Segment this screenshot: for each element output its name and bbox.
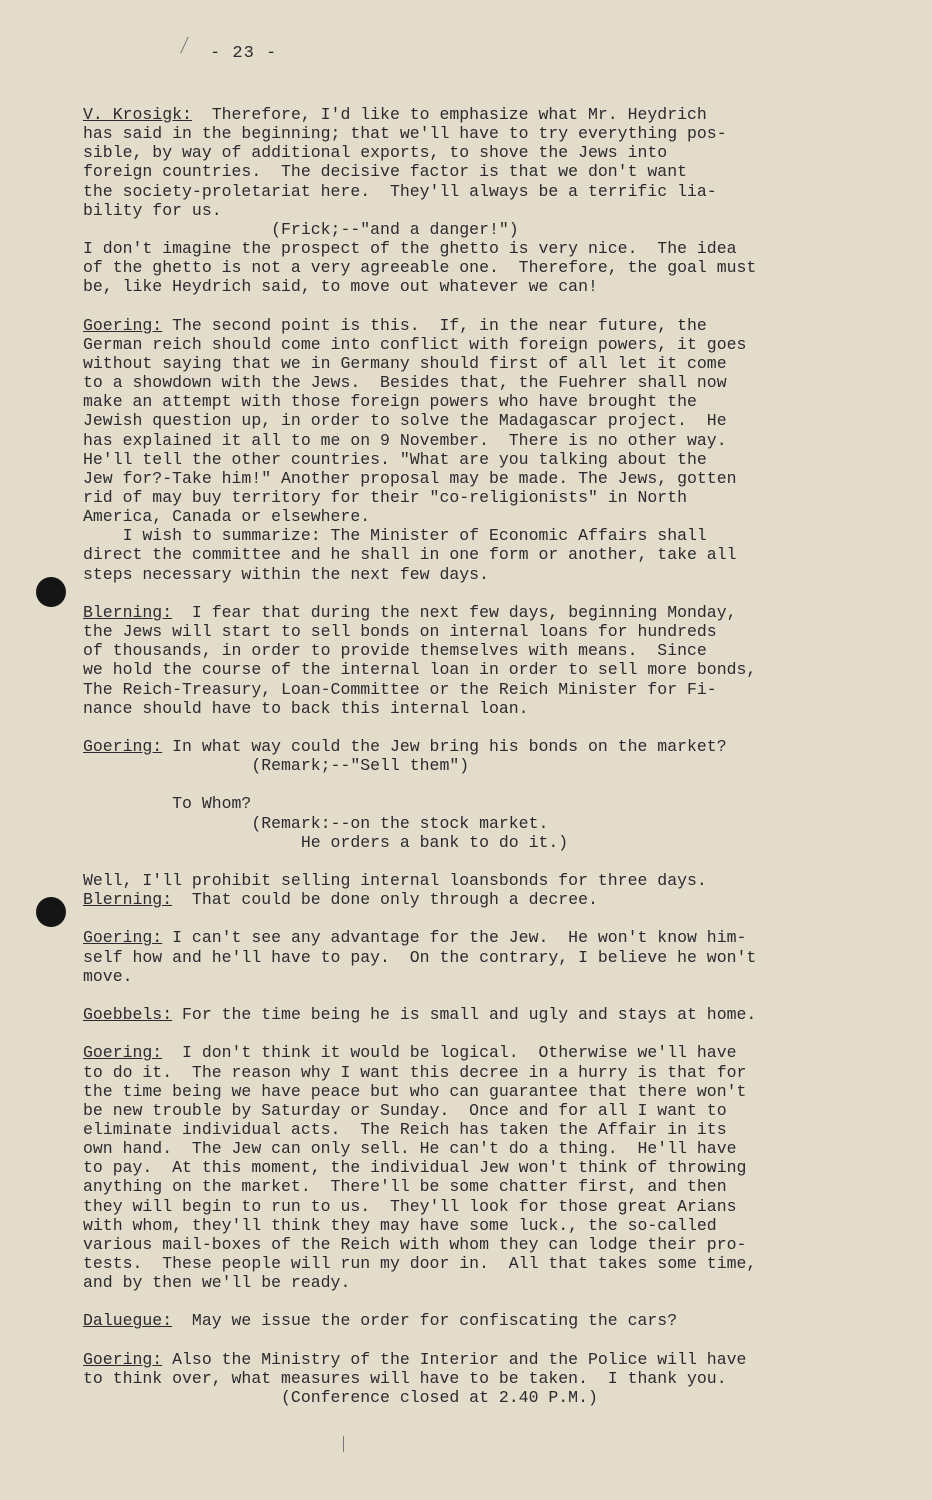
speaker-name: Goering: bbox=[83, 315, 163, 335]
line-text: I don't think it would be logical. Otherwise we'll have bbox=[162, 1043, 737, 1063]
speaker-name: Goering: bbox=[83, 928, 163, 948]
line-text: self how and he'll have to pay. On the contrary, I believe he won't bbox=[83, 947, 757, 967]
line-text: rid of may buy territory for their "co-religionists" in North bbox=[83, 488, 687, 507]
line-text: Also the Ministry of the Interior and the Police will have bbox=[162, 1349, 747, 1369]
transcript-line bbox=[83, 622, 717, 641]
transcript-line bbox=[83, 201, 222, 220]
transcript-line bbox=[83, 794, 251, 813]
transcript-line bbox=[83, 143, 667, 162]
line-text: to think over, what measures will have to be taken. I thank you. bbox=[83, 1368, 727, 1388]
line-text: He orders a bank to do it.) bbox=[83, 832, 569, 852]
transcript-line bbox=[83, 1043, 737, 1062]
transcript-line bbox=[83, 354, 727, 373]
transcript-line bbox=[83, 1197, 737, 1216]
transcript-line bbox=[83, 545, 737, 564]
line-text: nance should have to back this internal loan. bbox=[83, 698, 529, 718]
line-text: I fear that during the next few days, beginning Monday, bbox=[172, 602, 737, 622]
line-text: Well, I'll prohibit selling internal loansbonds for three days. bbox=[83, 871, 707, 890]
punch-hole bbox=[36, 897, 66, 927]
line-text: That could be done only through a decree. bbox=[172, 890, 598, 910]
speaker-name: Goering: bbox=[83, 1349, 163, 1369]
line-text: The second point is this. If, in the near future, the bbox=[162, 315, 707, 335]
transcript-line bbox=[83, 277, 598, 296]
line-text: of thousands, in order to provide themselves with means. Since bbox=[83, 641, 707, 661]
transcript-line bbox=[83, 680, 717, 699]
line-text: He'll tell the other countries. "What are you talking about the bbox=[83, 449, 707, 469]
line-text: the Jews will start to sell bonds on internal loans for hundreds bbox=[83, 622, 717, 642]
line-text: (Frick;--"and a danger!") bbox=[83, 219, 519, 239]
line-text: bility for us. bbox=[83, 200, 222, 220]
transcript-line bbox=[83, 162, 687, 181]
line-text: the time being we have peace but who can guarantee that there won't bbox=[83, 1081, 747, 1101]
transcript-line bbox=[83, 258, 756, 277]
transcript-line bbox=[83, 1139, 737, 1158]
line-text: sible, by way of additional exports, to shove the Jews into bbox=[83, 143, 668, 163]
transcript-line bbox=[83, 124, 727, 143]
transcript-line bbox=[83, 1311, 677, 1330]
line-text: to a showdown with the Jews. Besides that, the Fuehrer shall now bbox=[83, 373, 727, 393]
transcript-line bbox=[83, 871, 707, 890]
line-text: (Remark;--"Sell them") bbox=[83, 756, 470, 776]
speaker-name: Goering: bbox=[83, 1043, 163, 1063]
transcript-line bbox=[83, 450, 707, 469]
transcript-line bbox=[83, 1235, 746, 1254]
line-text: own hand. The Jew can only sell. He can't do a thing. He'll have bbox=[83, 1139, 737, 1159]
transcript-line bbox=[83, 373, 727, 392]
transcript-line bbox=[83, 641, 707, 660]
line-text: has said in the beginning; that we'll have to try everything pos- bbox=[83, 124, 727, 144]
line-text: tests. These people will run my door in. All that takes some time, bbox=[83, 1254, 757, 1273]
line-text: foreign countries. The decisive factor is that we don't want bbox=[83, 162, 687, 182]
line-text: to pay. At this moment, the individual Jew won't think of throwing bbox=[83, 1158, 747, 1178]
transcript-line bbox=[83, 507, 370, 526]
transcript-line bbox=[83, 105, 707, 124]
line-text: May we issue the order for confiscating the cars? bbox=[172, 1311, 678, 1331]
punch-hole bbox=[36, 577, 66, 607]
transcript-line bbox=[83, 469, 737, 488]
line-text: of the ghetto is not a very agreeable one. Therefore, the goal must bbox=[83, 258, 757, 278]
speaker-name: V. Krosigk: bbox=[83, 105, 192, 124]
transcript-line bbox=[83, 1005, 756, 1024]
transcript-line bbox=[83, 239, 737, 258]
line-text: German reich should come into conflict with foreign powers, it goes bbox=[83, 334, 747, 354]
speaker-name: Blerning: bbox=[83, 602, 173, 622]
transcript-line bbox=[83, 1120, 727, 1139]
transcript-line bbox=[83, 431, 727, 450]
line-text: to do it. The reason why I want this decree in a hurry is that for bbox=[83, 1062, 747, 1082]
transcript-line bbox=[83, 660, 756, 679]
transcript-line bbox=[83, 967, 133, 986]
transcript-line bbox=[83, 603, 737, 622]
speaker-name: Goering: bbox=[83, 736, 163, 756]
line-text: steps necessary within the next few days. bbox=[83, 564, 489, 584]
line-text: and by then we'll be ready. bbox=[83, 1273, 351, 1293]
line-text: (Conference closed at 2.40 P.M.) bbox=[83, 1388, 598, 1408]
line-text: various mail-boxes of the Reich with whom they can lodge their pro- bbox=[83, 1234, 747, 1254]
line-text: Jewish question up, in order to solve the Madagascar project. He bbox=[83, 411, 727, 431]
transcript-line bbox=[83, 1158, 746, 1177]
line-text: For the time being he is small and ugly and stays at home. bbox=[172, 1005, 757, 1025]
line-text: (Remark:--on the stock market. bbox=[83, 813, 549, 833]
transcript-line bbox=[83, 1273, 350, 1292]
pencil-mark bbox=[343, 1436, 344, 1452]
transcript-line bbox=[83, 392, 697, 411]
transcript-line bbox=[83, 1388, 598, 1407]
transcript-line bbox=[83, 756, 469, 775]
page-number: - 23 - bbox=[210, 44, 278, 63]
transcript-line bbox=[83, 814, 548, 833]
line-text: we hold the course of the internal loan in order to sell more bonds, bbox=[83, 660, 757, 680]
transcript-line bbox=[83, 737, 727, 756]
transcript-line bbox=[83, 699, 529, 718]
line-text: The Reich-Treasury, Loan-Committee or the Reich Minister for Fi- bbox=[83, 679, 717, 699]
transcript-line bbox=[83, 890, 598, 909]
line-text: In what way could the Jew bring his bonds on the market? bbox=[162, 736, 727, 756]
line-text: move. bbox=[83, 966, 133, 986]
transcript-line bbox=[83, 928, 746, 947]
pencil-mark bbox=[180, 37, 189, 54]
transcript-line bbox=[83, 526, 707, 545]
line-text: make an attempt with those foreign powers who have brought the bbox=[83, 392, 697, 412]
transcript-line bbox=[83, 1254, 756, 1273]
transcript-line bbox=[83, 565, 489, 584]
transcript-line bbox=[83, 1063, 746, 1082]
line-text: I don't imagine the prospect of the ghetto is very nice. The idea bbox=[83, 239, 737, 259]
speaker-name: Blerning: bbox=[83, 890, 173, 910]
line-text: without saying that we in Germany should first of all let it come bbox=[83, 353, 727, 373]
transcript-line bbox=[83, 1082, 746, 1101]
transcript-line bbox=[83, 1216, 717, 1235]
transcript-line bbox=[83, 948, 756, 967]
line-text: eliminate individual acts. The Reich has taken the Affair in its bbox=[83, 1119, 727, 1139]
line-text: Jew for?-Take him!" Another proposal may be made. The Jews, gotten bbox=[83, 468, 737, 488]
speaker-name: Daluegue: bbox=[83, 1311, 173, 1331]
line-text: be, like Heydrich said, to move out whatever we can! bbox=[83, 277, 598, 297]
transcript-line bbox=[83, 1177, 727, 1196]
line-text: America, Canada or elsewhere. bbox=[83, 507, 371, 527]
transcript-line bbox=[83, 220, 519, 239]
transcript-line bbox=[83, 182, 717, 201]
speaker-name: Goebbels: bbox=[83, 1005, 173, 1025]
line-text: I wish to summarize: The Minister of Economic Affairs shall bbox=[83, 526, 707, 546]
line-text: Therefore, I'd like to emphasize what Mr. Heydrich bbox=[191, 105, 707, 124]
transcript-line bbox=[83, 833, 568, 852]
line-text: they will begin to run to us. They'll look for those great Arians bbox=[83, 1196, 737, 1216]
transcript-line bbox=[83, 1350, 746, 1369]
transcript-line bbox=[83, 1369, 727, 1388]
transcript-line bbox=[83, 411, 727, 430]
line-text: has explained it all to me on 9 November. There is no other way. bbox=[83, 430, 727, 450]
line-text: anything on the market. There'll be some chatter first, and then bbox=[83, 1177, 727, 1197]
line-text: I can't see any advantage for the Jew. He won't know him- bbox=[162, 928, 747, 948]
transcript-line bbox=[83, 488, 687, 507]
transcript-line bbox=[83, 335, 746, 354]
transcript-line bbox=[83, 316, 707, 335]
line-text: be new trouble by Saturday or Sunday. Once and for all I want to bbox=[83, 1100, 727, 1120]
line-text: with whom, they'll think they may have some luck., the so-called bbox=[83, 1215, 717, 1235]
line-text: To Whom? bbox=[83, 794, 252, 814]
line-text: direct the committee and he shall in one form or another, take all bbox=[83, 545, 737, 565]
line-text: the society-proletariat here. They'll always be a terrific lia- bbox=[83, 181, 717, 201]
transcript-line bbox=[83, 1101, 727, 1120]
